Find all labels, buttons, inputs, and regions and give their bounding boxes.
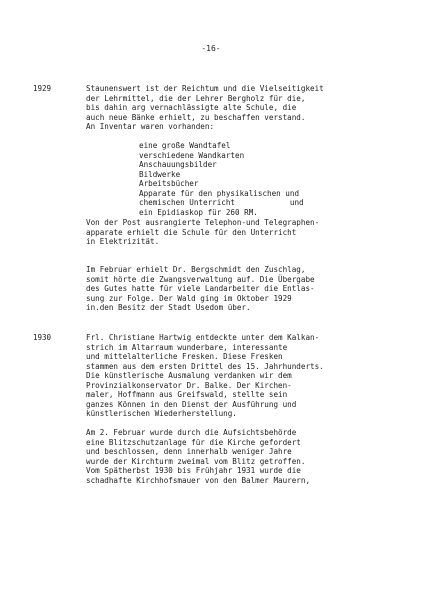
text-line: wurde der Kirchturm zweimal vom Blitz getroffen. <box>86 456 306 466</box>
year-1929: 1929 <box>33 84 52 93</box>
inventory-list <box>139 141 304 217</box>
text-line: stammen aus dem ersten Drittel des 15. Jahrhunderts. <box>86 361 324 371</box>
inventory-item: Arbeitsbücher <box>139 179 199 188</box>
inventory-item: Anschauungsbilder <box>139 160 217 169</box>
page-number: -16- <box>201 44 221 53</box>
inventory-item: verschiedene Wandkarten <box>139 150 245 160</box>
text-line: Staunenswert ist der Reichtum und die Vielseitigkeit <box>86 84 324 93</box>
inventory-item: chemischen Unterricht und <box>139 198 304 207</box>
text-line: somit hörte die Zwangsverwaltung auf. Die Übergabe <box>86 274 315 284</box>
text-line: und mittelalterliche Fresken. Diese Fresken <box>86 352 283 361</box>
text-line: schadhafte Kirchhofsmauer von den Balmer Maurern, <box>86 475 311 485</box>
text-line: Die künstlerische Ausmalung verdanken wir dem <box>86 371 292 380</box>
text-line: sung zur Folge. Der Wald ging im Oktober 1929 <box>86 293 292 303</box>
inventory-item: ein Epidiaskop für 260 RM. <box>139 207 258 217</box>
text-line: eine Blitzschutzanlage für die Kirche gefordert <box>86 437 301 447</box>
text-line: des Gutes hatte für viele Landarbeiter die Entlas- <box>86 284 315 293</box>
text-line: Im Februar erhielt Dr. Bergschmidt den Zuschlag, <box>86 265 306 274</box>
paragraph-fresken <box>86 333 324 419</box>
inventory-item: Bildwerke <box>139 169 181 179</box>
inventory-item: Apparate für den physikalischen und <box>139 188 300 198</box>
paragraph-blitzschutz <box>86 428 310 485</box>
inventory-item: eine große Wandtafel <box>139 141 231 150</box>
text-line: in Elektrizität. <box>86 237 160 246</box>
text-line: An Inventar waren vorhanden: <box>86 122 215 131</box>
text-line: auch neue Bänke erhielt, zu beschaffen verstand. <box>86 112 306 122</box>
text-line: bis dahin arg vernachlässigte alte Schule, die <box>86 103 297 112</box>
text-line: Von der Post ausrangierte Telephon-und Telegraphen- <box>86 218 320 227</box>
text-line: in.den Besitz der Stadt Usedom über. <box>86 303 251 312</box>
year-1930: 1930 <box>33 333 52 342</box>
text-line: Provinzialkonservator Dr. Balke. Der Kirchen- <box>86 380 292 390</box>
text-line: Frl. Christiane Hartwig entdeckte unter dem Kalkan- <box>86 333 320 342</box>
text-line: maler, Hoffmann aus Greifswald, stellte sein <box>86 390 288 399</box>
text-line: künstlerischen Wiederherstellung. <box>86 409 237 418</box>
text-line: der Lehrmittel, die der Lehrer Bergholz für die, <box>86 93 306 103</box>
text-line: strich im Altarraum wunderbare, interessante <box>86 342 288 352</box>
text-line: ganzes Können in den Dienst der Ausführung und <box>86 399 297 409</box>
paragraph-zuschlag <box>86 265 315 313</box>
paragraph-lehrmittel <box>86 84 324 132</box>
text-line: Vom Spätherbst 1930 bis Frühjahr 1931 wurde die <box>86 466 301 475</box>
text-line: Am 2. Februar wurde durch die Aufsichtsbehörde <box>86 428 297 437</box>
text-line: apparate erhielt die Schule für den Unterricht <box>86 227 297 237</box>
paragraph-telephon <box>86 218 319 247</box>
text-line: und beschlossen, denn innerhalb weniger Jahre <box>86 447 292 456</box>
